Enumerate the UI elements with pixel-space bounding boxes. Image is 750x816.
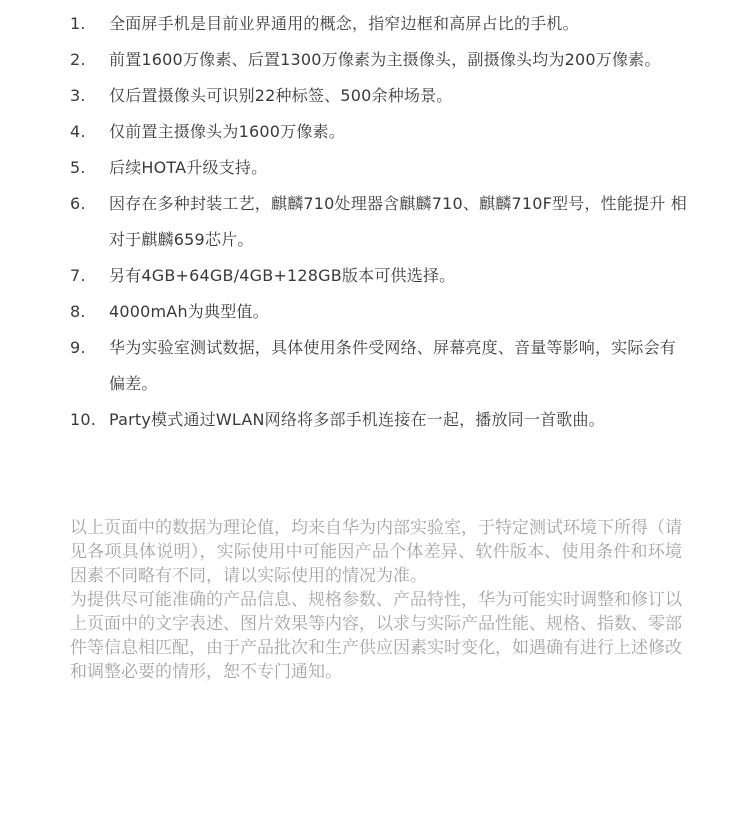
footnote-number: 10. <box>70 410 97 429</box>
footnote-item <box>70 258 690 294</box>
footnote-text: 全面屏手机是目前业界通用的概念，指窄边框和高屏占比的手机。 <box>109 14 579 33</box>
footnote-number: 6. <box>70 194 86 213</box>
footnote-number: 5. <box>70 158 86 177</box>
footnote-number: 4. <box>70 122 86 141</box>
footnote-number: 8. <box>70 302 86 321</box>
footnote-text: 仅后置摄像头可识别22种标签、500余种场景。 <box>109 86 453 105</box>
footnote-text: 另有4GB+64GB/4GB+128GB版本可供选择。 <box>109 266 456 285</box>
disclaimer-paragraph-content-updates: 为提供尽可能准确的产品信息、规格参数、产品特性，华为可能实时调整和修订以上页面中的文字表述、图片效果等内容，以求与实际产品性能、规格、指数、零部件等信息相匹配，由于产品批次和生产供应因素实时变化，如遇确有进行上述修改和调整必要的情形，恕不专门通知。 <box>70 590 682 682</box>
disclaimer <box>70 516 682 684</box>
footnote-text: 仅前置主摄像头为1600万像素。 <box>109 122 345 141</box>
footnote-text: 前置1600万像素、后置1300万像素为主摄像头，副摄像头均为200万像素。 <box>109 50 661 69</box>
footnote-item <box>70 330 690 402</box>
footnote-list <box>70 6 690 438</box>
footnote-number: 3. <box>70 86 86 105</box>
footnote-number: 7. <box>70 266 86 285</box>
footnote-item <box>70 294 690 330</box>
footnote-text: 华为实验室测试数据，具体使用条件受网络、屏幕亮度、音量等影响，实际会有偏差。 <box>109 338 677 393</box>
footnote-item <box>70 42 690 78</box>
footnote-text: 4000mAh为典型值。 <box>109 302 269 321</box>
footnote-text: Party模式通过WLAN网络将多部手机连接在一起，播放同一首歌曲。 <box>109 410 605 429</box>
footnote-text: 后续HOTA升级支持。 <box>109 158 268 177</box>
footnote-item <box>70 186 690 258</box>
footnote-text: 因存在多种封装工艺，麒麟710处理器含麒麟710、麒麟710F型号，性能提升 相对于麒麟659芯片。 <box>109 194 687 249</box>
footnote-item <box>70 114 690 150</box>
footnote-item <box>70 150 690 186</box>
footnote-number: 1. <box>70 14 86 33</box>
footnote-number: 2. <box>70 50 86 69</box>
footnote-item <box>70 6 690 42</box>
footnote-number: 9. <box>70 338 86 357</box>
footnote-item <box>70 78 690 114</box>
disclaimer-paragraph-theoretical-values: 以上页面中的数据为理论值，均来自华为内部实验室，于特定测试环境下所得（请见各项具体说明），实际使用中可能因产品个体差异、软件版本、使用条件和环境因素不同略有不同，请以实际使用的情况为准。 <box>70 518 682 586</box>
footnote-item <box>70 402 690 438</box>
